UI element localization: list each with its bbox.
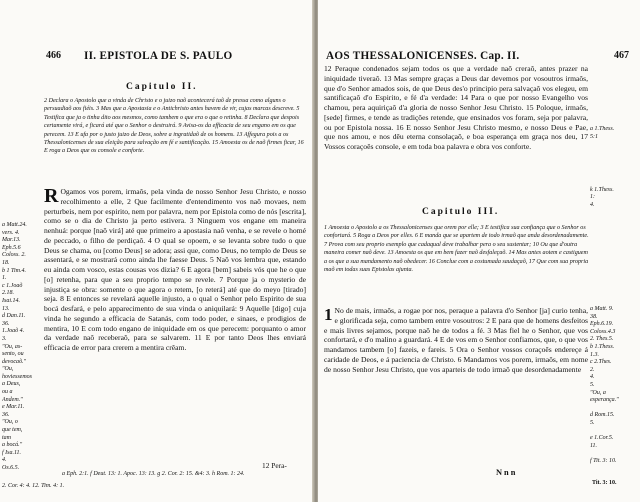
left-catchword: 12 Pera- [262,461,287,470]
left-chapter-title: Capitulo II. [126,82,198,92]
right-main-text-1: 12 Peraque condenados sejam todos os que a verdade naõ creraõ, antes prazer na iniquidade tiveraõ. 13 Mas sempre graças a Deus dar devemos por vosoutros irmaõs, que d'o Senhor amados sois, de que Deus des'o principio pera salvaçaõ vos elegeu, em santificaçaõ d'o Espirito, e fé d'a verdade: 14 Para o que por nosso Evangelho vos chamou, pera aquiriçaõ d'a gloria de nosso Senhor Jesu Christo. 15 Poloque, irmaõs, [sede] firmes, e tende as tradições retende, que ensinados vos foram, seja por palavra, ou por Epistola nossa. 16 E nosso Senhor Jesu Christo mesmo, e nosso Deus e Pae, que nos amou, e nos dêu eterna consolaçaõ, e boa esperança em graça nos deu, 17 Vossos coraçoẽs console, e em toda boa palavra e obra vos conforte. [324,64,588,151]
right-main-text-2 [324,306,588,466]
printer-signature: Nnn [496,468,518,477]
left-chapter-summary: 2 Declara o Apostolo que a vinda de Christo e o juizo naõ acontecerá taõ de pressa como alguns o persuadiaõ aos fiéis. 3 Mas que a Apostasia e o Antichristo antes havem de vir, cujas marcas descreve. 5 Testifica que ja o tinha dito aos mesmos, como tambem o que era o que o retinha. 8 Declara que despois certamente virá, e ficará até que o Senhor o destruirá. 9 Avisa-os da efficacia de seu engano em os que perecem. 13 E ufa por o justo juizo de Deos, sobre a ingratidaõ de os homens. 13 Affegura pois a os Thessalonicenses de sua eleição para salvação em fé e santificação. 15 Amoesta os de naõ firmes ficar, 16 E roga a Deos que os console e conforte. [44,98,304,155]
right-margin-notes-2: a Matt. 9. 38. Eph.6.19. Coloss.4.3 2. Thes.5. b 1.Thess. 1.3. c 2.Thes. 2. 4. 5. "Ou, a esperança." d Rom.15. 5. e 1.Cor.5. 11. f Tit. 3: 10. [590,306,619,464]
right-footnote: Tit. 3: 10. [592,480,617,486]
right-chapter-title: Capitulo III. [422,207,500,217]
right-running-head: AOS THESSALONICENSES. Cap. II. [326,50,520,62]
left-drop-cap: R [44,187,59,207]
left-footnotes-2: 2. Cor. 4: 4. 12. Tim. 4: 1. [2,483,65,489]
left-running-head: II. EPISTOLA DE S. PAULO [84,50,233,62]
right-chapter-summary: 1 Amoesta o Apostolo a os Thessalonicenses que orem por elle; 3 E testifica sua confiança que o Senhor os confortará. 5 Roga a Deos por elles. 6 E manda que se apartem de todo irmaõ que anda desordenadamente. 7 Prova com seu proprio exemplo que cadaqual deve trabalhar pera o seu sustentar; 10 Ou que d'outra maneira comer naõ deve. 13 Amoesta os que em bem fazer naõ desfaleçaõ. 14 Mas antes aotem e castiguem a os que a sua mandamento naõ obedecer. 16 Conclue com a costumada saudaçaõ, 17 Que com sua propria maõ em todas suas Epistolas ajunta. [324,225,589,274]
right-body-text-2: No de mais, irmaõs, a rogae por nos, peraque a palavra d'o Senhor [ja] curio tenha, e glorificada seja, como tambem entre vosoutros: 2 E para que de homens desfeitos e mais livres sejamos, porque naõ he de todos a fé. 3 Mas fiel he o Senhor, que vos confortará, e d'o malino a guardará. 4 E de vos em o Senhor confiamos, que, o que vos mandamos tambem [o] fazeis, e fareis. 5 Ora o Senhor vossos coraçoẽs endereçe á caridade de Deos, e á paciencia de Christo. 6 Mandamos vos porem, irmaõs, em nome de nosso Senhor Jesu Christo, que vos aparteis de todo irmaõ que desordenadamente [324,306,588,374]
right-page-number: 467 [614,50,629,61]
left-main-text [44,187,306,445]
right-page [318,0,640,502]
left-footnotes: a Eph. 2:1. f Deut. 13: 1. Apoc. 13: 13. g 2. Cor. 2: 15. &4: 3. h Rom. 1: 24. [62,471,245,477]
right-drop-cap: 1 [324,306,333,324]
left-margin-notes: a Matt.24. vers. 4. Mar.13. Eph.5.6 Coloss. 2. 18. b 1 Tim.4. 1. c 1.Joaõ 2.18. Isai.14. 13. d Dan.11. 36. 1.Joaõ 4. 3. "Ou, as- sento, ou devocaõ." "Ou, hoviessemos a Deus, ou a Andem." e Mar.11. 36. "Ou, o que tem, tam a bocá." f Isa.11. 4. Os.6.5. [2,222,32,471]
left-page [0,0,314,502]
left-body-text: Ogamos vos porem, irmaõs, pela vinda de nosso Senhor Jesu Christo, e nosso recolhimento a elle, 2 Que facilmente d'entendimento vos naõ movaes, nem perturbeis, nem por espirito, nem por palavra, nem por Epistola como de nós [escrita], como se o dia de Christo ja perto estivera. 3 Ninguem vos engane em maneira nenhuá: porque [naõ virá] até que primeiro a apostasia naõ venha, e se revele o homé de peccado, o filho de perdiçaõ. 4 O qual se opoem, e se levanta sobre tudo o que Deus se chama, ou [como Deus] se adora; assi que, como Deus, no templo de Deus se assentará, e se mostrará como ainda lhe faesse Deus. 5 Naõ vos lembra que, estando eu ainda com vosco, estas cousas vos dizia? 6 E agora [bem] sabeis vós que he o que [o] retenha, para que a seu proprio tempo se revele. 7 Porque ja o mysterio de injustiça se obra: somente o que agora o retem, [o reterá] até que do meyo [tirado] seja. 8 E entonces se revelará aquelle injusto, a o qual o Senhor pelo Espirito de sua bocá desfará, e pelo apparecimento de sua vinda o aniquilará: 9 Aquelle [digo] cuja vinda he segundo a efficacia de Satanás, com todo poder, e sinaes, e prodigios de mentira, 10 E com todo engano de iniquidade em os que perecem: porquanto o amor da verdade naõ receberaõ, para se salvarem. 11 E por tanto Deos lhes enviará efficacia de error para crerem a mentira crêam. [44,187,306,352]
right-margin-notes-1: a 1.Thess. 5:1 k 1.Thess. 1: 4. [590,126,615,206]
left-page-number: 466 [46,50,61,61]
